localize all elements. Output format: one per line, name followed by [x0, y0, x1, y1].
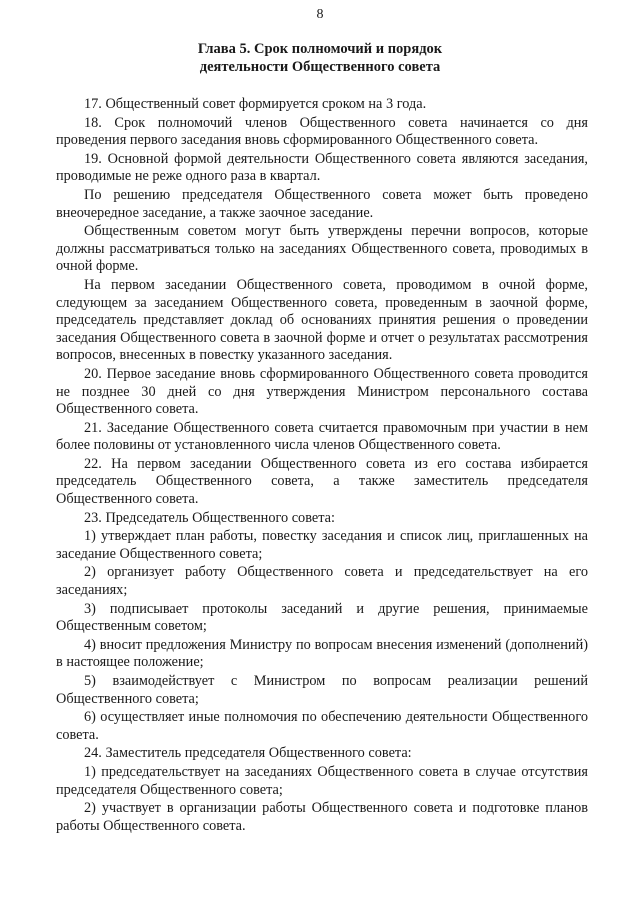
list-item-23-4: 4) вносит предложения Министру по вопросам внесения изменений (дополнений) в настоящее положение;	[56, 636, 588, 671]
list-item-24-1: 1) председательствует на заседаниях Общественного совета в случае отсутствия председателя Общественного совета;	[56, 763, 588, 798]
chapter-heading	[0, 40, 640, 76]
paragraph-19-report: На первом заседании Общественного совета, проводимом в очной форме, следующем за заседанием Общественного совета, проведенным в заочной форме, председатель представляет доклад об основаниях принятия решения о проведении заседания Общественного совета в заочной форме и отчет о результатах рассмотрения вопросов, внесенных в повестку указанного заседания.	[56, 276, 588, 364]
paragraph-17: 17. Общественный совет формируется сроком на 3 года.	[84, 96, 427, 112]
paragraph-19-question-lists: Общественным советом могут быть утверждены перечни вопросов, которые должны рассматриваться только на заседаниях Общественного совета, проводимых в очной форме.	[56, 223, 588, 275]
list-item-23-5: 5) взаимодействует с Министром по вопросам реализации решений Общественного совета;	[56, 673, 588, 707]
paragraph-22: 22. На первом заседании Общественного совета из его состава избирается председатель Общественного совета, а также заместитель председателя Общественного совета.	[56, 455, 588, 508]
paragraph-18: 18. Срок полномочий членов Общественного совета начинается со дня проведения первого заседания вновь сформированного Общественного совета.	[56, 114, 588, 149]
chapter-heading-line-1: Глава 5. Срок полномочий и порядок	[197, 41, 443, 57]
list-item-23-6: 6) осуществляет иные полномочия по обеспечению деятельности Общественного совета.	[56, 709, 588, 743]
document-body	[56, 96, 588, 836]
list-item-23-2: 2) организует работу Общественного совета и председательствует на его заседаниях;	[56, 564, 588, 599]
paragraph-24: 24. Заместитель председателя Общественного совета:	[84, 745, 412, 762]
list-item-23-3: 3) подписывает протоколы заседаний и другие решения, принимаемые Общественным советом;	[56, 600, 588, 635]
paragraph-19-extraordinary: По решению председателя Общественного совета может быть проведено внеочередное заседание, а также заочное заседание.	[56, 186, 588, 221]
page-number: 8	[316, 7, 324, 22]
paragraph-23: 23. Председатель Общественного совета:	[84, 509, 335, 526]
list-item-24-2: 2) участвует в организации работы Общественного совета и подготовке планов работы Общественного совета.	[56, 800, 588, 834]
list-item-23-1: 1) утверждает план работы, повестку заседания и список лиц, приглашенных на заседание Общественного совета;	[56, 528, 588, 562]
paragraph-21: 21. Заседание Общественного совета считается правомочным при участии в нем более половины от установленного числа членов Общественного совета.	[56, 419, 588, 454]
paragraph-20: 20. Первое заседание вновь сформированного Общественного совета проводится не позднее 30 дней со дня утверждения Министром персонального состава Общественного совета.	[56, 365, 588, 418]
chapter-heading-line-2: деятельности Общественного совета	[199, 59, 441, 75]
paragraph-19: 19. Основной формой деятельности Общественного совета являются заседания, проводимые не реже одного раза в квартал.	[56, 150, 588, 185]
